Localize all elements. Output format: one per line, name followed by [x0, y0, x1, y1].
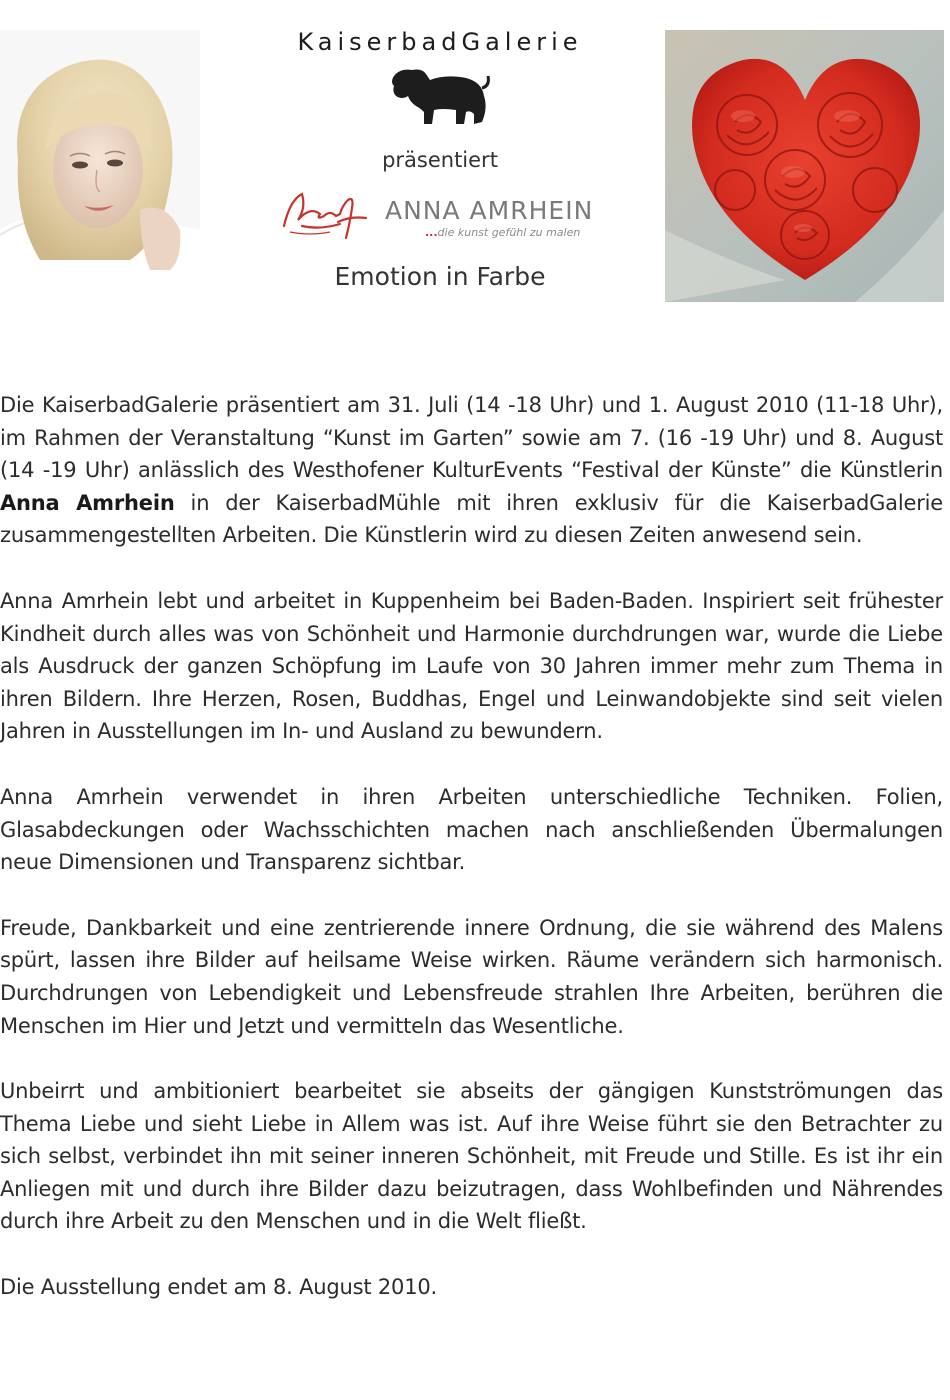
slogan-dots: ...: [425, 226, 438, 239]
paragraph-effect: Freude, Dankbarkeit und eine zentrierende innere Ordnung, die sie während des Malens spürt, lassen ihre Bilder auf heilsame Weise wirken. Räume verändern sich harmonisch. Durchdrungen von Lebendigkeit und Lebensfreude strahlen Ihre Arbeiten, berühren die Menschen im Hier und Jetzt und vermitteln das Wesentliche.: [0, 915, 943, 1038]
header: [250, 0, 630, 310]
paragraph-closing: Die Ausstellung endet am 8. August 2010.: [0, 1275, 437, 1300]
lion-logo-icon: [386, 66, 490, 128]
artist-brand: [280, 186, 610, 246]
slogan-text: die kunst gefühl zu malen: [437, 226, 581, 239]
portrait-image: [0, 30, 200, 302]
painting-image: [665, 30, 944, 302]
paragraph-theme: Unbeirrt und ambitioniert bearbeitet sie abseits der gängigen Kunstströmungen das Thema Liebe und sieht Liebe in Allem was ist. Auf ihre Weise führt sie den Betrachter zu sich selbst, verbindet ihn mit seiner inneren Schönheit, mit Freude und Stille. Es ist ihr ein Anliegen mit und durch ihre Bilder dazu beizutragen, dass Wohlbefinden und Nährendes durch ihre Arbeit zu den Menschen und in die Welt fließt.: [0, 1079, 943, 1234]
paragraph-intro-start: Die KaiserbadGalerie präsentiert am 31. Juli (14 -18 Uhr) und 1. August 2010 (11-18 Uhr), im Rahmen der Veranstaltung “Kunst im Garten” sowie am 7. (16 -19 Uhr) und 8. August (14 -19 Uhr) anlässlich des Westhofener KulturEvents “Festival der Künste” die Künstlerin: [0, 393, 943, 483]
exhibition-title: Emotion in Farbe: [334, 262, 546, 291]
paragraph-intro-end: in der KaiserbadMühle mit ihren exklusiv für die KaiserbadGalerie zusammengestellten Arbeiten. Die Künstlerin wird zu diesen Zeiten anwesend sein.: [0, 490, 943, 548]
presents-label: präsentiert: [382, 148, 498, 172]
artist-name-highlight: Anna Amrhein: [0, 490, 175, 515]
gallery-title: KaiserbadGalerie: [297, 28, 583, 56]
artist-name: ANNA AMRHEIN: [385, 196, 594, 225]
paragraph-biography: Anna Amrhein lebt und arbeitet in Kuppenheim bei Baden-Baden. Inspiriert seit frühester Kindheit durch alles was von Schönheit und Harmonie durchdrungen war, wurde die Liebe als Ausdruck der ganzen Schöpfung im Laufe von 30 Jahren immer mehr zum Thema in ihren Bildern. Ihre Herzen, Rosen, Buddhas, Engel und Leinwandobjekte sind seit vielen Jahren in Ausstellungen im In- und Ausland zu bewundern.: [0, 588, 943, 744]
artist-portrait: [0, 30, 200, 302]
artist-slogan: [425, 226, 580, 239]
paragraph-techniques: Anna Amrhein verwendet in ihren Arbeiten unterschiedliche Techniken. Folien, Glasabdeckungen oder Wachsschichten machen nach anschließenden Übermalungen neue Dimensionen und Transparenz sichtbar.: [0, 784, 943, 875]
heart-roses-painting: [665, 30, 944, 302]
paragraph-intro: [0, 389, 943, 552]
body-text: [0, 389, 943, 1304]
artist-signature-icon: [280, 186, 382, 244]
